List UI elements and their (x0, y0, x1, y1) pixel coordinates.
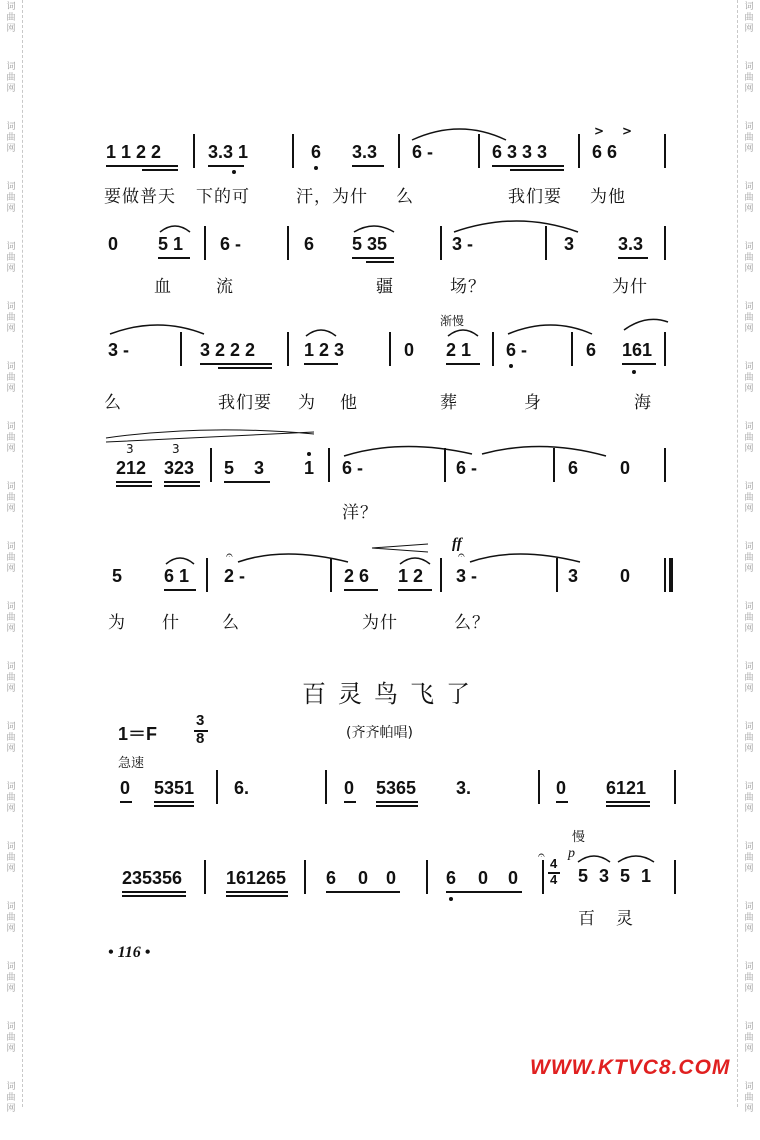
tempo-marking: 渐慢 (440, 314, 465, 328)
note-group: 0 (620, 566, 631, 586)
note-group: 3.3 1 (208, 142, 249, 162)
note-group: 235356 (122, 868, 183, 888)
note-group: 5 (112, 566, 123, 586)
watermark-mark: 词 曲 网 (744, 1082, 754, 1114)
watermark-mark: 词 曲 网 (6, 362, 16, 394)
watermark-mark: 词 曲 网 (744, 1022, 754, 1054)
note-group: 1 2 3 (304, 340, 345, 360)
note-group: 3.3 (352, 142, 378, 162)
lyric: 身 (524, 393, 542, 413)
watermark-mark: 词 曲 网 (744, 362, 754, 394)
triplet-mark: 3 (126, 442, 134, 456)
note-group: 3 2 2 2 (200, 340, 256, 360)
note-group: 2 1 (446, 340, 472, 360)
lyric: 么 (104, 393, 122, 413)
watermark-mark: 词 曲 网 (6, 542, 16, 574)
lyric: 场？ (450, 277, 486, 297)
watermark-mark: 词 曲 网 (6, 302, 16, 334)
fermata-icon: 𝄐 (226, 548, 233, 562)
accent-mark: > (594, 124, 605, 138)
note-group: 0 (108, 234, 119, 254)
lyric: 要做普天 (104, 187, 176, 207)
watermark-mark: 词 曲 网 (744, 602, 754, 634)
watermark-mark: 词 曲 网 (744, 2, 754, 34)
lyric: 海 (634, 393, 652, 413)
dynamic-marking: ff (452, 536, 462, 552)
note-group: 6 - (342, 458, 364, 478)
dynamic-marking: p (568, 846, 575, 861)
note-group: 6 (568, 458, 579, 478)
watermark-mark: 词 曲 网 (744, 722, 754, 754)
note-group: 6 6 (592, 142, 618, 162)
lyric: 为什 (612, 277, 648, 297)
lyric: 流 (216, 277, 234, 297)
note-group: 2 - (224, 566, 246, 586)
watermark-mark: 词 曲 网 (744, 842, 754, 874)
lyric: 么 (222, 613, 240, 633)
lyric: 么 (396, 187, 414, 207)
note-group: 0 (556, 778, 567, 798)
note-group: 0 (358, 868, 369, 888)
lyric: 为什 (362, 613, 398, 633)
watermark-mark: 词 曲 网 (744, 182, 754, 214)
note-group: 3 - (452, 234, 474, 254)
watermark-mark: 词 曲 网 (6, 122, 16, 154)
lyric: 他 (340, 393, 358, 413)
lyric: 血 (154, 277, 172, 297)
triplet-mark: 3 (172, 442, 180, 456)
note-group: 0 (478, 868, 489, 888)
song-title: 百灵鸟飞了 (302, 680, 482, 708)
note-group: 5351 (154, 778, 195, 798)
lyric: 百 (578, 909, 596, 929)
lyric: 葬 (440, 393, 458, 413)
lyric: 洋？ (342, 503, 378, 523)
note-group: 0 (386, 868, 397, 888)
note-group: 6 - (456, 458, 478, 478)
watermark-mark: 词 曲 网 (744, 62, 754, 94)
watermark-mark: 词 曲 网 (744, 242, 754, 274)
watermark-mark: 词 曲 网 (744, 422, 754, 454)
lyric: 么？ (454, 613, 490, 633)
watermark-mark: 词 曲 网 (6, 782, 16, 814)
note-group: 6 (311, 142, 322, 162)
time-signature-bottom: 8 (196, 730, 205, 747)
watermark-column-right (737, 0, 760, 1114)
note-group: 1 2 (398, 566, 424, 586)
lyric: 汗，为什 (296, 187, 368, 207)
fermata-icon: 𝄐 (538, 848, 545, 862)
lyric: 为 (298, 393, 316, 413)
lyric: 为他 (590, 187, 626, 207)
note-group: 0 (620, 458, 631, 478)
performance-note: (齐齐帕唱) (346, 725, 413, 741)
watermark-mark: 词 曲 网 (744, 482, 754, 514)
note-group: 161265 (226, 868, 287, 888)
note-group: 2 6 (344, 566, 370, 586)
watermark-mark: 词 曲 网 (6, 62, 16, 94)
note-group: 6 (586, 340, 597, 360)
note-group: 3 - (456, 566, 478, 586)
note-group: 5 35 (352, 234, 388, 254)
note-group: 0 (508, 868, 519, 888)
watermark-mark: 词 曲 网 (6, 662, 16, 694)
tempo-marking: 慢 (572, 830, 586, 845)
note-group: 0 (344, 778, 355, 798)
watermark-mark: 词 曲 网 (744, 902, 754, 934)
watermark-mark: 词 曲 网 (744, 122, 754, 154)
watermark-mark: 词 曲 网 (6, 962, 16, 994)
watermark-mark: 词 曲 网 (6, 602, 16, 634)
note-group: 6 (326, 868, 337, 888)
lyric: 我们要 (218, 393, 272, 413)
note-group: 3. (456, 778, 472, 798)
watermark-mark: 词 曲 网 (6, 722, 16, 754)
watermark-mark: 词 曲 网 (6, 2, 16, 34)
lyric: 下的可 (196, 187, 250, 207)
watermark-mark: 词 曲 网 (744, 302, 754, 334)
lyric: 为 (108, 613, 126, 633)
note-group: 212 (116, 458, 147, 478)
watermark-mark: 词 曲 网 (6, 1082, 16, 1114)
note-group: 5 1 (158, 234, 184, 254)
watermark-mark: 词 曲 网 (6, 1022, 16, 1054)
watermark-mark: 词 曲 网 (744, 962, 754, 994)
note-group: 161 (622, 340, 653, 360)
note-group: 6 1 (164, 566, 190, 586)
lyric: 灵 (616, 909, 634, 929)
key-signature: 1＝F (118, 724, 158, 744)
watermark-mark: 词 曲 网 (6, 422, 16, 454)
lyric: 我们要 (508, 187, 562, 207)
time-signature-top: 4 (550, 856, 558, 871)
note-group: 0 (404, 340, 415, 360)
tempo-marking: 急速 (118, 756, 145, 771)
fermata-icon: 𝄐 (458, 548, 465, 562)
accent-mark: > (622, 124, 633, 138)
note-group: 3 (564, 234, 575, 254)
watermark-mark: 词 曲 网 (744, 542, 754, 574)
watermark-mark: 词 曲 网 (6, 902, 16, 934)
watermark-mark: 词 曲 网 (6, 842, 16, 874)
note-group: 3 - (108, 340, 130, 360)
note-group: 6 (304, 234, 315, 254)
lyric: 什 (162, 613, 180, 633)
note-group: 5 (224, 458, 235, 478)
note-group: 6 - (506, 340, 528, 360)
note-group: 5365 (376, 778, 417, 798)
watermark-mark: 词 曲 网 (6, 182, 16, 214)
note-group: 3.3 (618, 234, 644, 254)
time-signature-bottom: 4 (550, 872, 558, 887)
note-group: 0 (120, 778, 131, 798)
note-group: 6. (234, 778, 250, 798)
note-group: 3 (568, 566, 579, 586)
note-group: 323 (164, 458, 195, 478)
lyric: 疆 (376, 277, 394, 297)
note-group: 3 (254, 458, 265, 478)
watermark-mark: 词 曲 网 (744, 782, 754, 814)
time-signature-top: 3 (196, 712, 205, 729)
note-group: 6 - (412, 142, 434, 162)
site-logo: WWW.KTVC8.COM (530, 1056, 731, 1079)
watermark-mark: 词 曲 网 (744, 662, 754, 694)
watermark-mark: 词 曲 网 (6, 482, 16, 514)
note-group: 1 (304, 458, 315, 478)
note-group: 6 (446, 868, 457, 888)
note-group: 5 3 5 1 (578, 866, 655, 886)
page-number: • 116 • (108, 944, 151, 961)
note-group: 6 - (220, 234, 242, 254)
watermark-column-left (0, 0, 23, 1114)
watermark-mark: 词 曲 网 (6, 242, 16, 274)
note-group: 1 1 2 2 (106, 142, 162, 162)
note-group: 6 3 3 3 (492, 142, 548, 162)
note-group: 6121 (606, 778, 647, 798)
